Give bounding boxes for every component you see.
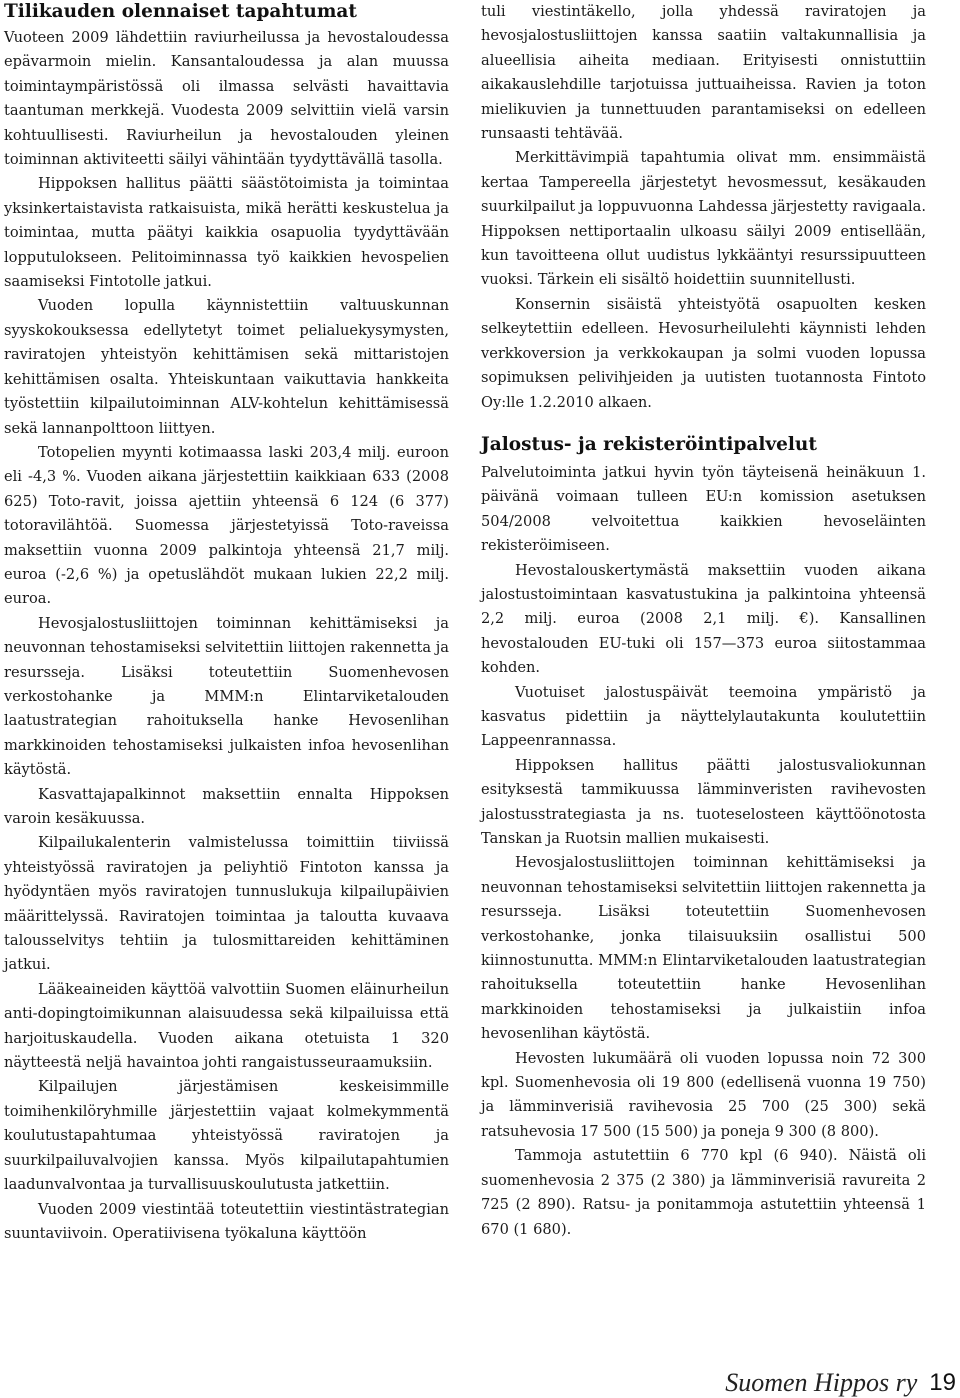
- body-paragraph: Hevostalouskertymästä maksettiin vuoden aikana jalostustoimintaan kasvatustukina ja palkintoina yhteensä 2,2 milj. euroa (2008 2,1 milj. €). Kansallinen hevostalouden EU-tuki oli 157—373 euroa siitostammaa kohden.: [481, 561, 926, 677]
- body-paragraph: Vuoden 2009 viestintää toteutettiin viestintästrategian suuntaviivoin. Operatiivisena työkaluna käyttöön: [4, 1200, 449, 1242]
- body-paragraph: Hippoksen hallitus päätti säästötoimista ja toimintaa yksinkertaistavista ratkaisuista, mikä herätti keskustelua ja toimintaa, mutta päätyi kaikkia osapuolia tyydyttävään lopputulokseen. Pelitoiminnassa työ kaikkien hevospelien saamiseksi Fintotolle jatkui.: [4, 175, 449, 291]
- section-heading-events: Tilikauden olennaiset tapahtumat: [4, 1, 357, 22]
- body-paragraph: Hippoksen hallitus päätti jalostusvaliokunnan esityksestä tammikuussa lämminveristen ravihevosten jalostusstrategiasta ja ns. tuoteselosteen käyttöönotosta Tanskan ja Ruotsin mallien mukaisesti.: [481, 756, 926, 847]
- body-paragraph: Merkittävimpiä tapahtumia olivat mm. ensimmäistä kertaa Tampereella järjestetyt hevosmessut, kesäkauden suurkilpailut ja loppuvuonna Lahdessa järjestetty ravigaala. Hippoksen nettiportaalin ulkoasu säilyi 2009 entisellään, kun tavoitteena ollut uudistus lykkääntyi resurssipuutteen vuoksi. Tärkein eli sisältö hoidettiin suunnitellusti.: [481, 149, 926, 289]
- body-paragraph: Kilpailukalenterin valmistelussa toimittiin tiiviissä yhteistyössä raviratojen ja peliyhtiö Fintoton kanssa ja hyödyntäen myös raviratojen tunnuslukuja kilpailupäivien määrittelyssä. Raviratojen toimintaa ja taloutta kuvaava talousselvitys tehtiin ja tulosmittareiden kehittäminen jatkui.: [4, 834, 449, 974]
- body-paragraph: Vuotuiset jalostuspäivät teemoina ympäristö ja kasvatus pidettiin ja näyttelylautakunta koulutettiin Lappeenrannassa.: [481, 683, 926, 750]
- body-paragraph: Kasvattajapalkinnot maksettiin ennalta Hippoksen varoin kesäkuussa.: [4, 785, 449, 827]
- section-heading-breeding: Jalostus- ja rekisteröintipalvelut: [481, 433, 817, 455]
- right-column: [481, 0, 926, 1242]
- page-number: 19: [929, 1369, 956, 1396]
- body-paragraph: Vuoden lopulla käynnistettiin valtuuskunnan syyskokouksessa edellytetyt toimet pelialuekysymysten, raviratojen yhteistyön kehittämisen sekä mittaristojen kehittämisen osalta. Yhteiskuntaan vaikuttavia hankkeita työstettiin kilpailutoiminnan ALV-kohtelun kehittämisessä sekä lannanpolttoon liittyen.: [4, 297, 449, 437]
- body-paragraph: Totopelien myynti kotimaassa laski 203,4 milj. euroon eli -4,3 %. Vuoden aikana järjestettiin kaikkiaan 633 (2008 625) Toto-ravit, joissa ajettiin yhteensä 6 124 (6 377) totoravilähtöä. Suomessa järjestetyissä Toto-raveissa maksettiin vuonna 2009 palkintoja yhteensä 21,7 milj. euroa (-2,6 %) ja opetuslähdöt mukaan lukien 22,2 milj. euroa.: [4, 443, 449, 608]
- body-paragraph: Lääkeaineiden käyttöä valvottiin Suomen eläinurheilun anti-dopingtoimikunnan alaisuudessa sekä kilpailuissa että harjoituskaudella. Vuoden aikana otetuista 1 320 näytteestä neljä havaintoa johti rangaistusseuraamuksiin.: [4, 980, 449, 1072]
- publisher-name: Suomen Hippos ry: [725, 1368, 918, 1397]
- body-paragraph: Hevosjalostusliittojen toiminnan kehittämiseksi ja neuvonnan tehostamiseksi selvitettiin liittojen rakennetta ja resursseja. Lisäksi toteutettiin Suomenhevosen verkostohanke, jonka tilaisuuksiin osallistui 500 kiinnostunutta. MMM:n Elintarviketalouden laatustrategian rahoituksella toteutettiin hanke Hevosenlihan markkinoiden tehostamiseksi ja julkaistiin infoa hevosenlihan käytöstä.: [481, 854, 926, 1043]
- body-paragraph: Konsernin sisäistä yhteistyötä osapuolten kesken selkeytettiin edelleen. Hevosurheilulehti käynnisti lehden verkkoversion ja verkkokaupan ja solmi vuoden lopussa sopimuksen pelivihjeiden ja uutisten tuotannosta Fintoto Oy:lle 1.2.2010 alkaen.: [481, 295, 926, 411]
- body-paragraph: Hevosten lukumäärä oli vuoden lopussa noin 72 300 kpl. Suomenhevosia oli 19 800 (edellisenä vuonna 19 750) ja lämminverisiä ravihevosia 25 700 (25 300) sekä ratsuhevosia 17 500 (15 500) ja poneja 9 300 (8 800).: [481, 1049, 926, 1140]
- body-paragraph: Vuoteen 2009 lähdettiin raviurheilussa ja hevostaloudessa epävarmoin mielin. Kansantaloudessa ja alan muussa toimintaympäristössä oli ilmassa selvästi havaittavia taantuman merkkejä. Vuodesta 2009 selvittiin vielä varsin kohtuullisesti. Raviurheilun ja hevostalouden yleinen toiminnan aktiviteetti säilyi vähintään tyydyttävällä tasolla.: [4, 29, 449, 169]
- body-paragraph: Hevosjalostusliittojen toiminnan kehittämiseksi ja neuvonnan tehostamiseksi selvitettiin liittojen rakennetta ja resursseja. Lisäksi toteutettiin Suomenhevosen verkostohanke ja MMM:n Elintarviketalouden laatustrategian rahoituksella hanke Hevosenlihan markkinoiden tehostamiseksi julkaisten infoa hevosenlihan käytöstä.: [4, 614, 449, 779]
- body-paragraph: Tammoja astutettiin 6 770 kpl (6 940). Näistä oli suomenhevosia 2 375 (2 380) ja lämminverisiä ravureita 2 725 (2 890). Ratsu- ja ponitammoja astutettiin yhteensä 1 670 (1 680).: [481, 1147, 926, 1238]
- body-paragraph: Kilpailujen järjestämisen keskeisimmille toimihenkilöryhmille järjestettiin vajaat kolmekymmentä koulutustapahtumaa yhteistyössä raviratojen ja suurkilpailuvalvojien kanssa. Myös kilpailutapahtumien laadunvalvontaa ja turvallisuuskoulutusta jatkettiin.: [4, 1078, 449, 1194]
- left-column: [4, 0, 449, 1246]
- page-footer: [725, 1370, 960, 1396]
- body-paragraph: Palvelutoiminta jatkui hyvin työn täyteisenä heinäkuun 1. päivänä voimaan tulleen EU:n komission asetuksen 504/2008 velvoitettua kaikkien hevoseläinten rekisteröimiseen.: [481, 463, 926, 555]
- body-paragraph: tuli viestintäkello, jolla yhdessä raviratojen ja hevosjalostusliittojen kanssa saatiin valtakunnallisia ja alueellisia aiheita mediaan. Erityisesti onnistuttiin aikakauslehdille tarjotuissa juttuaiheissa. Ravien ja toton mielikuvien ja tunnettuuden parantamiseksi on edelleen runsaasti tehtävää.: [481, 3, 926, 143]
